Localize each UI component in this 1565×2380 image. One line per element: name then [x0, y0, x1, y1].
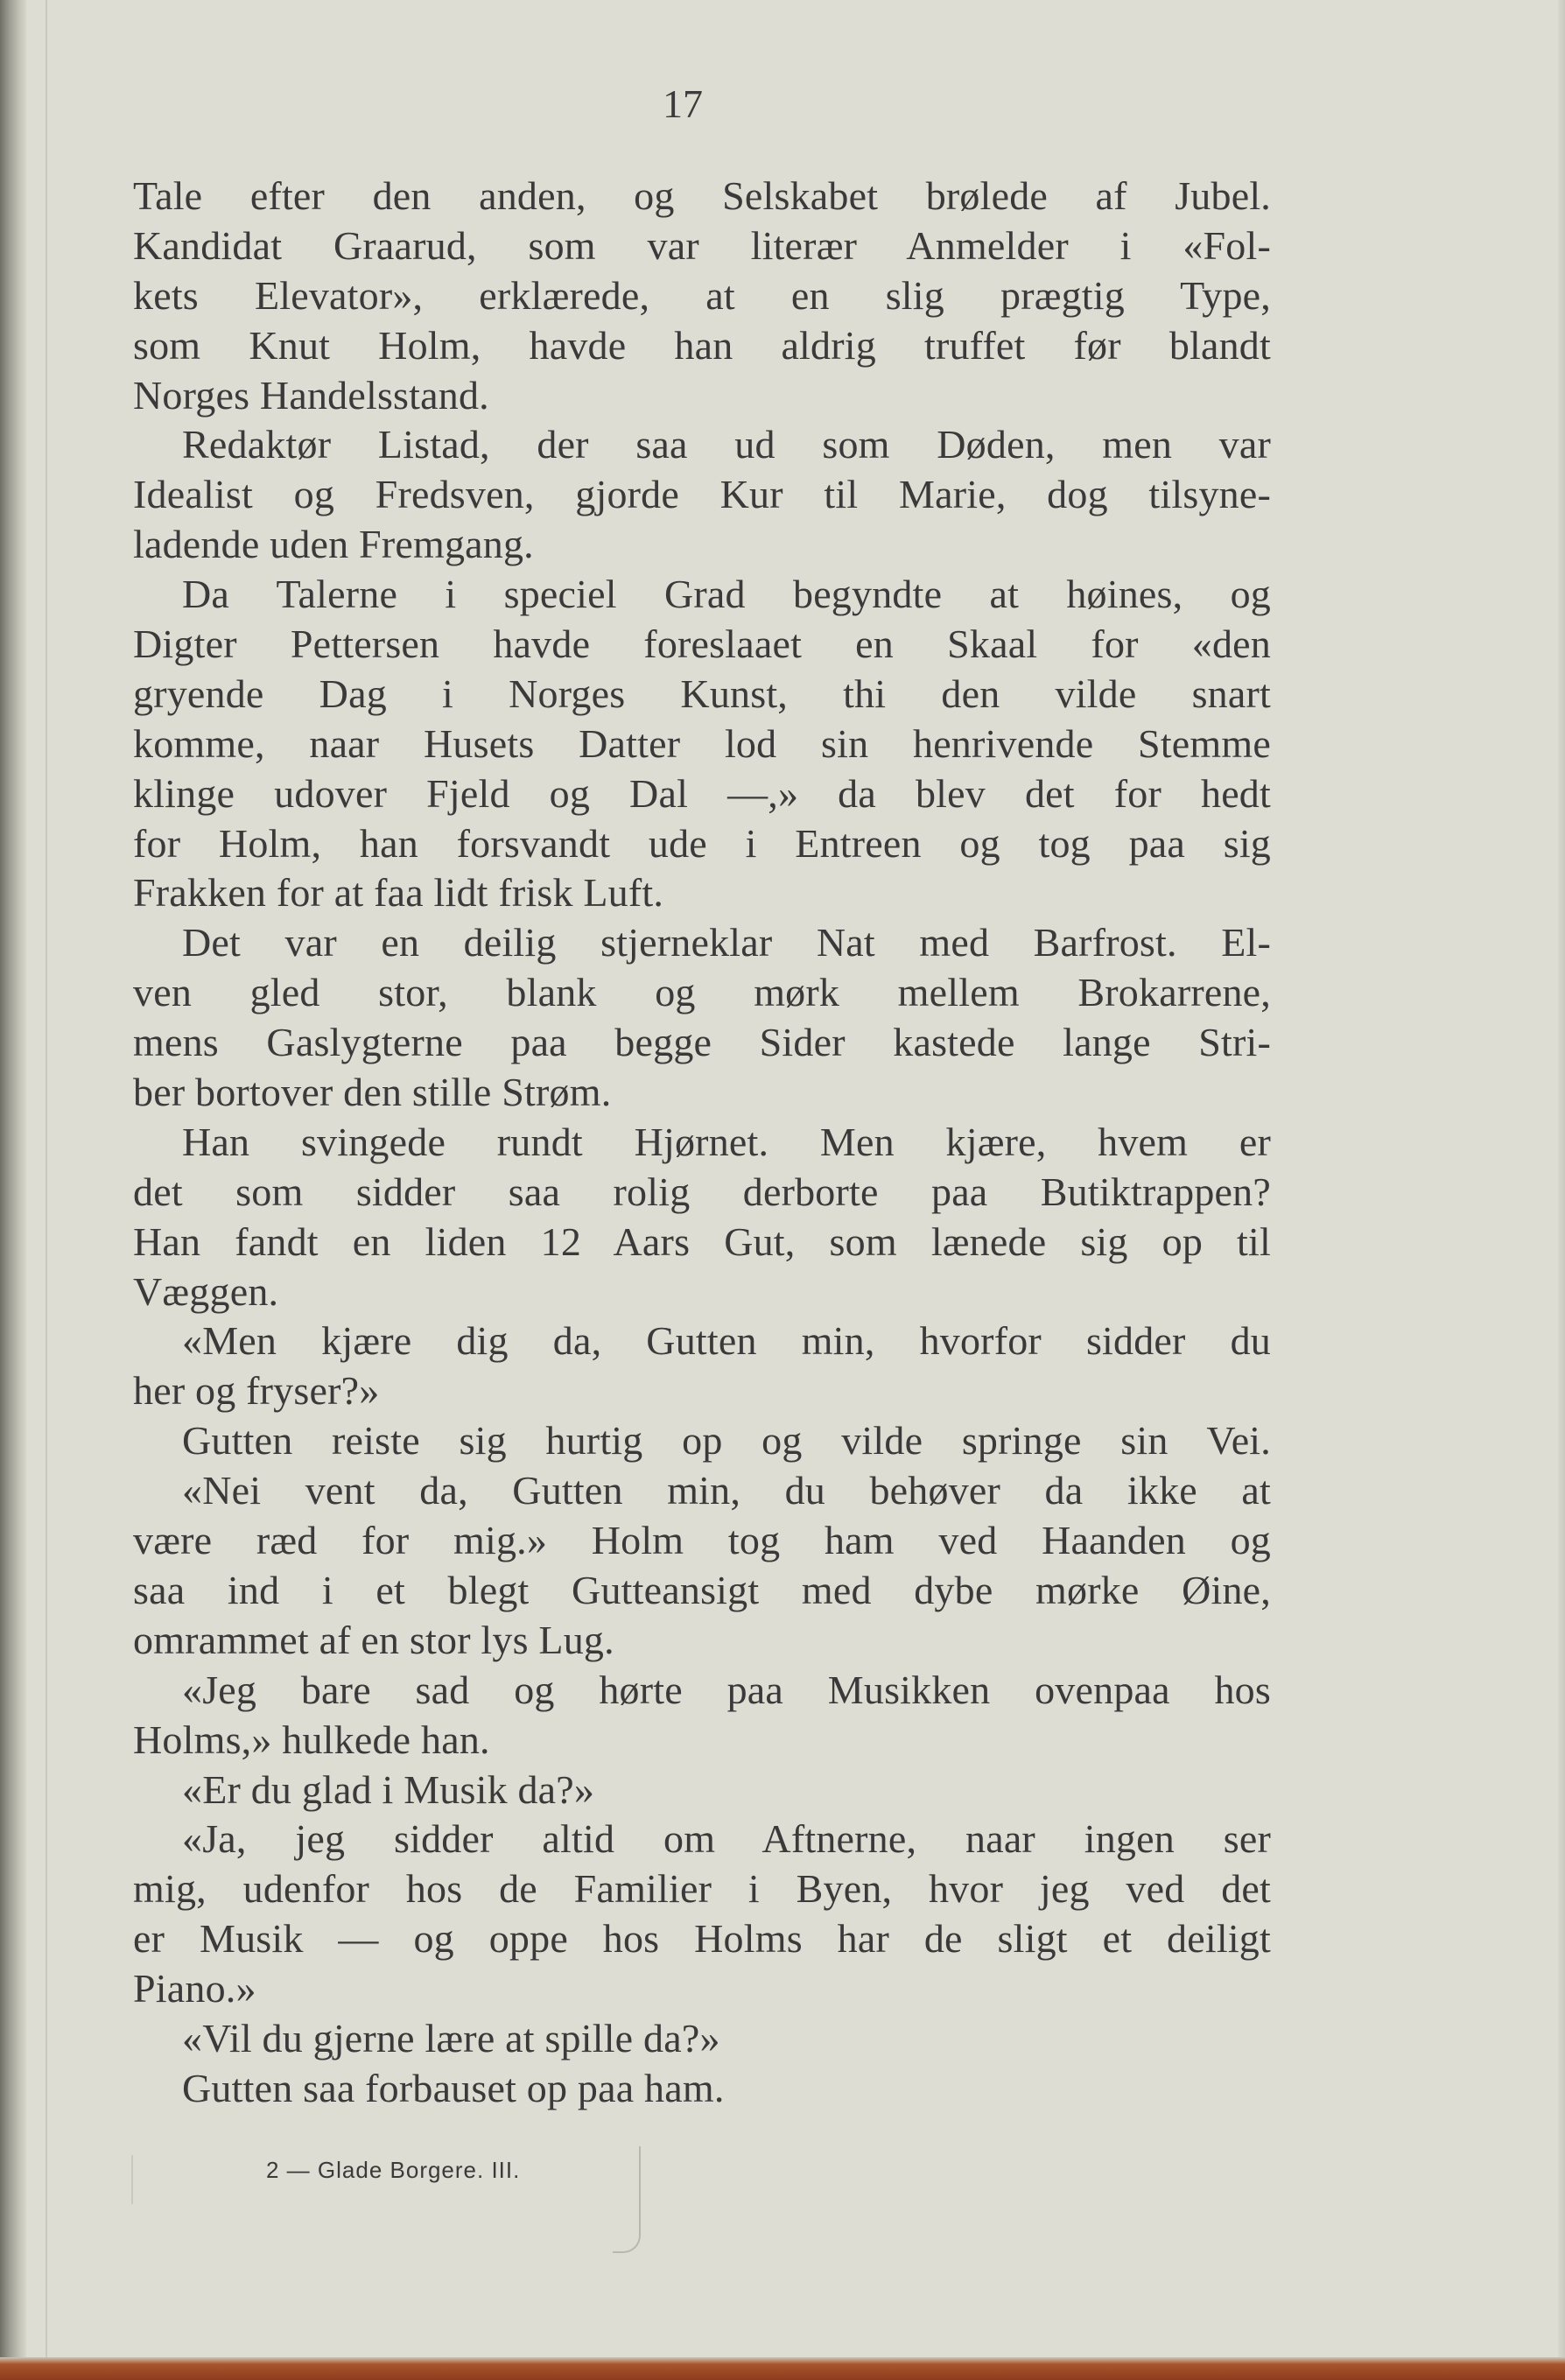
text-line: Da Talerne i speciel Grad begyndte at høines, og	[182, 572, 1271, 617]
text-line: Han fandt en liden 12 Aars Gut, som lænede sig op til	[133, 1218, 1271, 1264]
binding-crease	[46, 0, 47, 2380]
text-line: klinge udover Fjeld og Dal —,» da blev det for hedt	[133, 770, 1271, 816]
text-line: her og fryser?»	[133, 1368, 380, 1414]
text-line: er Musik — og oppe hos Holms har de sligt et deiligt	[133, 1916, 1271, 1962]
text-line: kets Elevator», erklærede, at en slig prægtig Type,	[133, 272, 1271, 318]
signature-margin-mark	[131, 2155, 133, 2204]
text-line: Idealist og Fredsven, gjorde Kur til Marie, dog tilsyne-	[133, 472, 1271, 517]
text-line: for Holm, han forsvandt ude i Entreen og tog paa sig	[133, 820, 1271, 866]
text-line: Han svingede rundt Hjørnet. Men kjære, hvem er	[182, 1119, 1271, 1164]
text-line: Frakken for at faa lidt frisk Luft.	[133, 870, 664, 916]
signature-bracket	[613, 2146, 641, 2253]
text-line: Redaktør Listad, der saa ud som Døden, men var	[182, 422, 1271, 467]
text-line: ber bortover den stille Strøm.	[133, 1070, 612, 1115]
text-line: «Ja, jeg sidder altid om Aftnerne, naar ingen ser	[182, 1816, 1271, 1862]
text-line: Kandidat Graarud, som var literær Anmelder i «Fol-	[133, 222, 1271, 268]
text-line: «Nei vent da, Gutten min, du behøver da ikke at	[182, 1468, 1271, 1513]
text-line: «Men kjære dig da, Gutten min, hvorfor sidder du	[182, 1318, 1271, 1364]
text-line: gryende Dag i Norges Kunst, thi den vilde snart	[133, 670, 1271, 716]
text-line: «Jeg bare sad og hørte paa Musikken ovenpaa hos	[182, 1667, 1271, 1712]
text-line: det som sidder saa rolig derborte paa Butiktrappen?	[133, 1169, 1271, 1214]
text-line: Det var en deilig stjerneklar Nat med Barfrost. El-	[182, 920, 1271, 965]
text-line: Gutten saa forbauset op paa ham.	[182, 2065, 725, 2110]
text-line: komme, naar Husets Datter lod sin henrivende Stemme	[133, 720, 1271, 766]
printer-signature: 2 — Glade Borgere. III.	[266, 2157, 521, 2183]
book-binding-edge	[0, 0, 26, 2380]
text-line: ladende uden Fremgang.	[133, 522, 534, 567]
text-line: mens Gaslygterne paa begge Sider kastede lange Stri-	[133, 1020, 1271, 1065]
text-line: Væggen.	[133, 1268, 279, 1314]
text-line: Gutten reiste sig hurtig op og vilde springe sin Vei.	[182, 1418, 1271, 1464]
book-cover-bottom-edge	[0, 2357, 1565, 2380]
text-line: «Vil du gjerne lære at spille da?»	[182, 2015, 720, 2061]
text-line: Norges Handelsstand.	[133, 372, 489, 418]
text-line: Tale efter den anden, og Selskabet brølede af Jubel.	[133, 173, 1271, 218]
body-text	[133, 172, 1271, 2114]
text-line: Holms,» hulkede han.	[133, 1717, 490, 1762]
page-number: 17	[663, 81, 703, 126]
page-right-edge	[1558, 0, 1565, 2380]
text-line: være ræd for mig.» Holm tog ham ved Haanden og	[133, 1518, 1271, 1563]
text-line: saa ind i et blegt Gutteansigt med dybe mørke Øine,	[133, 1567, 1271, 1612]
text-line: ven gled stor, blank og mørk mellem Brokarrene,	[133, 970, 1271, 1015]
text-line: som Knut Holm, havde han aldrig truffet før blandt	[133, 322, 1271, 368]
text-line: omrammet af en stor lys Lug.	[133, 1617, 614, 1662]
text-line: «Er du glad i Musik da?»	[182, 1766, 595, 1812]
text-line: Digter Pettersen havde foreslaaet en Skaal for «den	[133, 621, 1271, 667]
text-line: Piano.»	[133, 1966, 256, 2011]
text-line: mig, udenfor hos de Familier i Byen, hvor jeg ved det	[133, 1866, 1271, 1912]
